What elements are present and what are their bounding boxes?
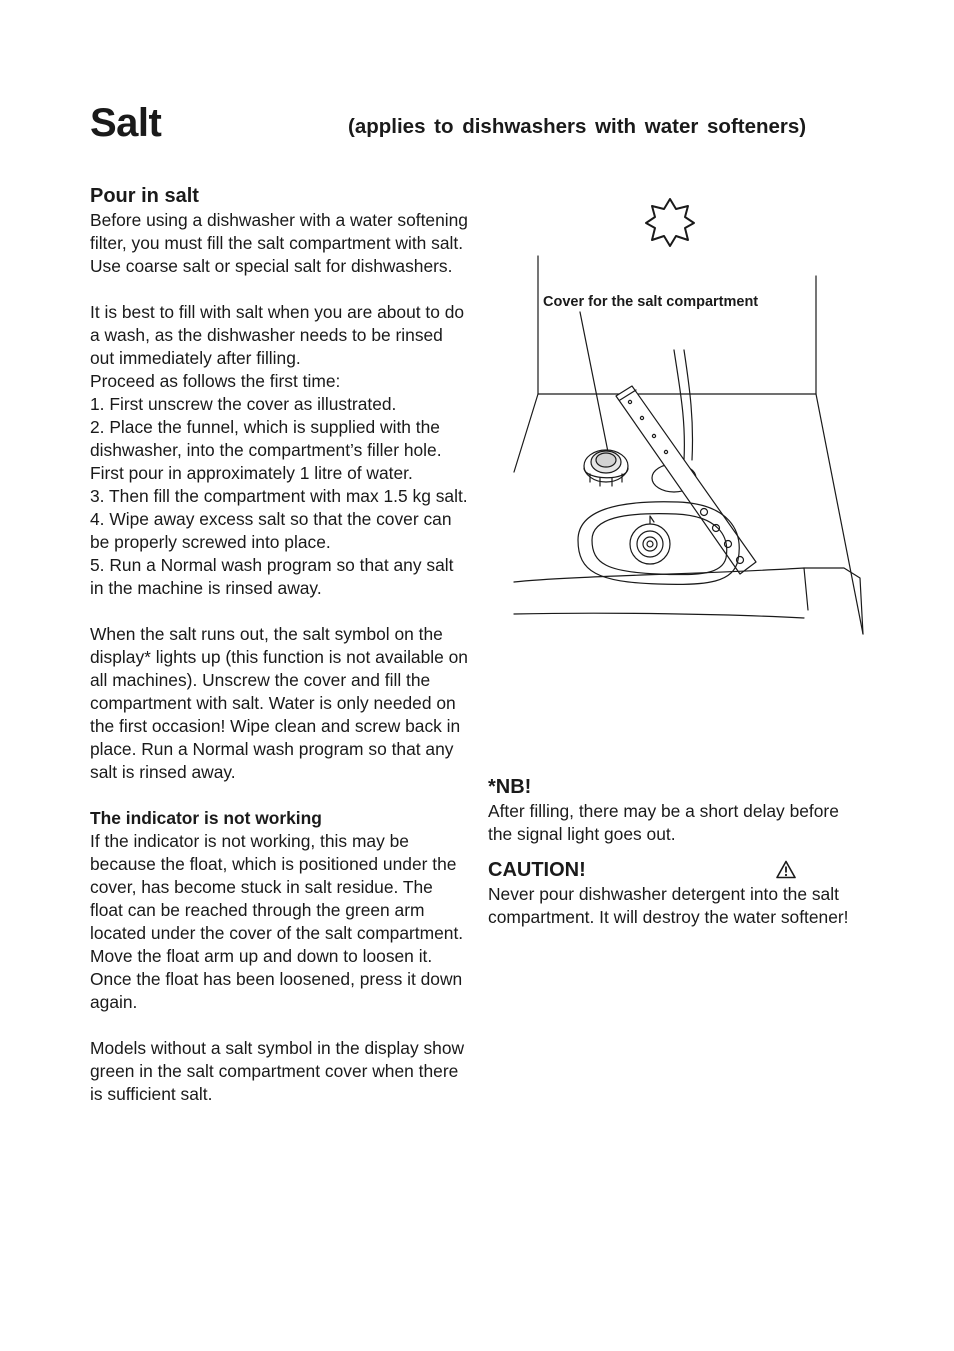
caution-heading: CAUTION!	[488, 859, 586, 881]
step-4: 4. Wipe away excess salt so that the cover can be properly screwed into place.	[90, 509, 452, 552]
models-paragraph: Models without a salt symbol in the display show green in the salt compartment cover when there is sufficient salt.	[90, 1038, 465, 1104]
indicator-heading: The indicator is not working	[90, 808, 322, 828]
caution-paragraph: Never pour dishwasher detergent into the salt compartment. It will destroy the water softener!	[488, 884, 849, 927]
page-title: Salt	[90, 101, 162, 145]
left-column	[90, 183, 468, 1106]
salt-star-icon	[646, 199, 694, 246]
salt-runs-out-paragraph: When the salt runs out, the salt symbol on the display* lights up (this function is not available on all machines). Unscrew the cover and fill the compartment with salt. Water is only needed on the first occasion! Wipe clean and screw back in place. Run a Normal wash program so that any salt is rinsed away.	[90, 624, 468, 782]
right-column	[488, 774, 858, 929]
nb-heading: *NB!	[488, 776, 532, 798]
indicator-paragraph: If the indicator is not working, this may be because the float, which is positioned under the cover, has become stuck in salt residue. The float can be reached through the green arm located under the cover of the salt compartment. Move the float arm up and down to loosen it. Once the float has been loosened, press it down again.	[90, 831, 464, 1012]
page-subtitle: (applies to dishwashers with water softeners)	[348, 115, 807, 138]
salt-compartment-illustration	[508, 190, 868, 640]
step-5: 5. Run a Normal wash program so that any salt in the machine is rinsed away.	[90, 555, 454, 598]
proceed-paragraph: Proceed as follows the first time:	[90, 371, 341, 391]
nb-paragraph: After filling, there may be a short delay before the signal light goes out.	[488, 801, 839, 844]
illustration-label: Cover for the salt compartment	[543, 294, 759, 310]
drain-filter	[630, 516, 670, 564]
warning-triangle-icon	[776, 860, 796, 879]
intro-paragraph: Before using a dishwasher with a water softening filter, you must fill the salt compartment with salt. Use coarse salt or special salt for dishwashers.	[90, 210, 468, 276]
best-time-paragraph: It is best to fill with salt when you are about to do a wash, as the dishwasher needs to be rinsed out immediately after filling.	[90, 302, 465, 368]
step-3: 3. Then fill the compartment with max 1.5 kg salt.	[90, 486, 468, 506]
step-2: 2. Place the funnel, which is supplied with the dishwasher, into the compartment’s filler hole. First pour in approximately 1 litre of water.	[90, 417, 442, 483]
step-1: 1. First unscrew the cover as illustrated.	[90, 394, 397, 414]
pour-in-salt-heading: Pour in salt	[90, 185, 199, 207]
salt-cap	[584, 450, 628, 486]
